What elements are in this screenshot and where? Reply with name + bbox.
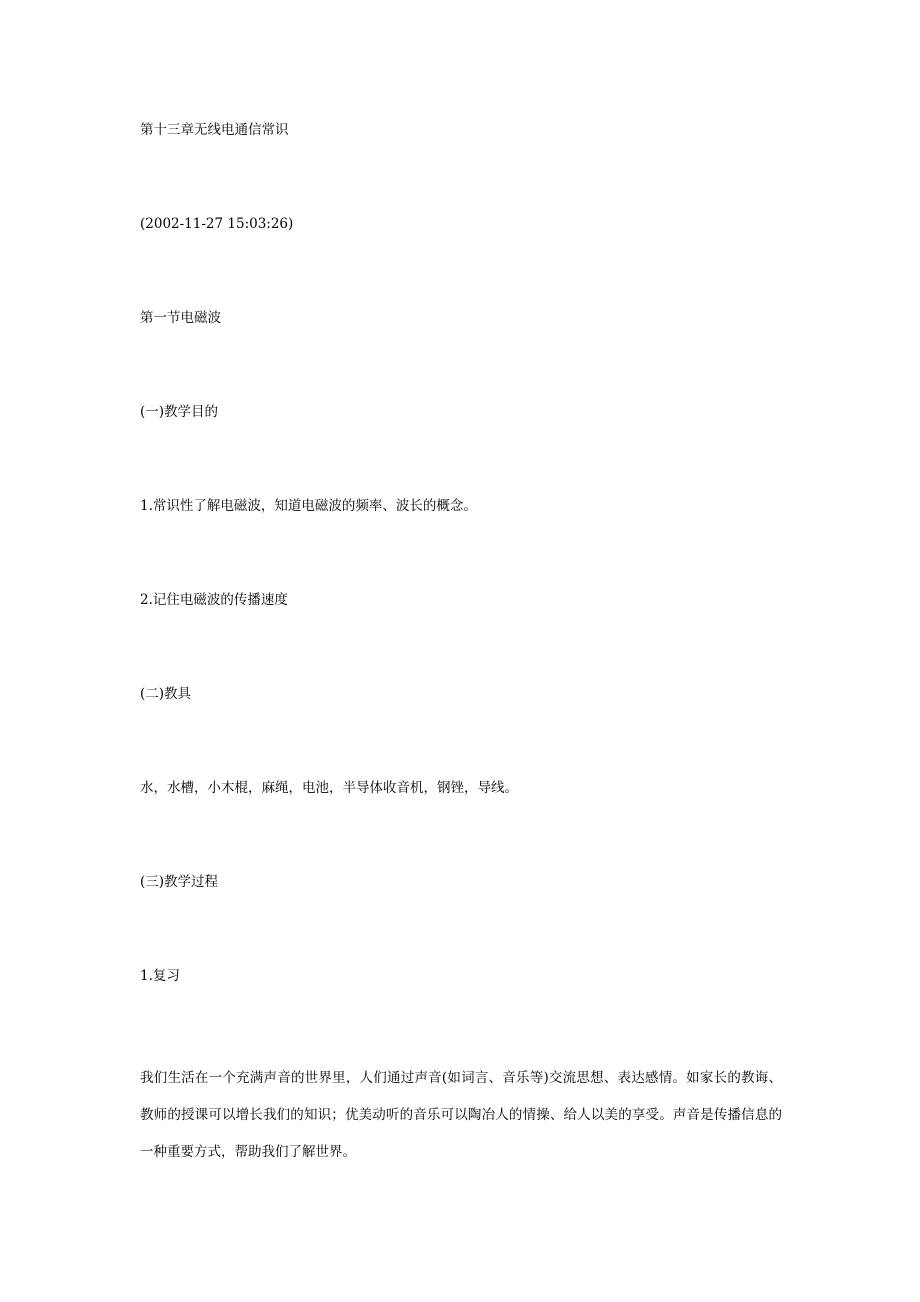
- section-title: 第一节电磁波: [140, 310, 221, 326]
- chapter-title: 第十三章无线电通信常识: [140, 122, 289, 138]
- heading-tools: (二)教具: [140, 686, 192, 702]
- objective-item-1: 1.常识性了解电磁波，知道电磁波的频率、波长的概念。: [140, 498, 477, 514]
- step-review: 1.复习: [140, 968, 180, 984]
- heading-objectives: (一)教学目的: [140, 404, 219, 420]
- objective-item-2: 2.记住电磁波的传播速度: [140, 592, 288, 608]
- heading-process: (三)教学过程: [140, 874, 219, 890]
- body-paragraph: 我们生活在一个充满声音的世界里，人们通过声音(如词言、音乐等)交流思想、表达感情。如家长的教诲、教师的授课可以增长我们的知识；优美动听的音乐可以陶冶人的情操、给人以美的享受。声音是传播信息的一种重要方式，帮助我们了解世界。: [140, 1070, 782, 1160]
- timestamp: (2002-11-27 15:03:26): [140, 216, 294, 232]
- tools-list: 水，水槽，小木棍，麻绳，电池，半导体收音机，钢锉，导线。: [140, 780, 518, 796]
